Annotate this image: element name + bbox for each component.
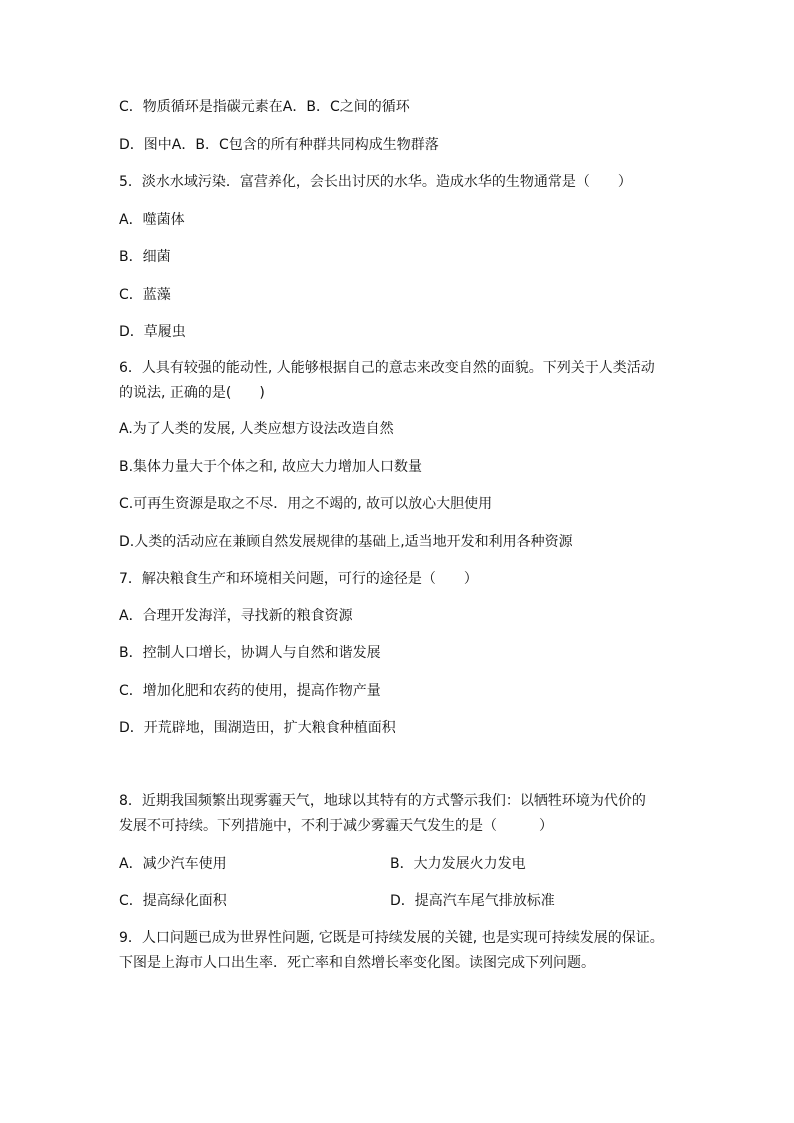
q8-option-c: C．提高绿化面积 bbox=[119, 893, 227, 909]
q7-option-c: C．增加化肥和农药的使用，提高作物产量 bbox=[119, 683, 381, 699]
q8-stem-line2: 发展不可持续。下列措施中，不利于减少雾霾天气发生的是（ ） bbox=[119, 818, 553, 834]
q7-option-a: A．合理开发海洋，寻找新的粮食资源 bbox=[119, 608, 353, 624]
q7-option-d: D．开荒辟地，围湖造田，扩大粮食种植面积 bbox=[119, 720, 396, 736]
q5-stem: 5．淡水水域污染．富营养化，会长出讨厌的水华。造成水华的生物通常是（ ） bbox=[119, 174, 632, 190]
q6-stem-line2: 的说法, 正确的是( ) bbox=[119, 385, 265, 401]
q4-option-c: C．物质循环是指碳元素在A．B．C之间的循环 bbox=[119, 99, 410, 115]
q5-option-b: B．细菌 bbox=[119, 249, 171, 265]
q8-stem-line1: 8．近期我国频繁出现雾霾天气，地球以其特有的方式警示我们：以牺牲环境为代价的 bbox=[119, 793, 646, 809]
q8-option-a: A．减少汽车使用 bbox=[119, 856, 227, 872]
q8-option-d: D．提高汽车尾气排放标准 bbox=[390, 893, 555, 909]
q6-option-d: D.人类的活动应在兼顾自然发展规律的基础上,适当地开发和利用各种资源 bbox=[119, 534, 573, 550]
q6-option-c: C.可再生资源是取之不尽．用之不竭的, 故可以放心大胆使用 bbox=[119, 496, 493, 512]
q5-option-c: C．蓝藻 bbox=[119, 287, 171, 303]
q4-option-d: D．图中A．B．C包含的所有种群共同构成生物群落 bbox=[119, 137, 439, 153]
q9-stem-line2: 下图是上海市人口出生率．死亡率和自然增长率变化图。读图完成下列问题。 bbox=[119, 955, 595, 971]
q7-stem: 7．解决粮食生产和环境相关问题，可行的途径是（ ） bbox=[119, 571, 478, 587]
q5-option-a: A．噬菌体 bbox=[119, 212, 185, 228]
q6-stem-line1: 6．人具有较强的能动性, 人能够根据自己的意志来改变自然的面貌。下列关于人类活动 bbox=[119, 360, 655, 376]
q8-option-b: B．大力发展火力发电 bbox=[390, 856, 526, 872]
q7-option-b: B．控制人口增长，协调人与自然和谐发展 bbox=[119, 645, 381, 661]
q9-stem-line1: 9．人口问题已成为世界性问题, 它既是可持续发展的关键, 也是实现可持续发展的保证。 bbox=[119, 930, 664, 946]
q6-option-b: B.集体力量大于个体之和, 故应大力增加人口数量 bbox=[119, 459, 422, 475]
q5-option-d: D．草履虫 bbox=[119, 324, 186, 340]
q6-option-a: A.为了人类的发展, 人类应想方设法改造自然 bbox=[119, 421, 394, 437]
